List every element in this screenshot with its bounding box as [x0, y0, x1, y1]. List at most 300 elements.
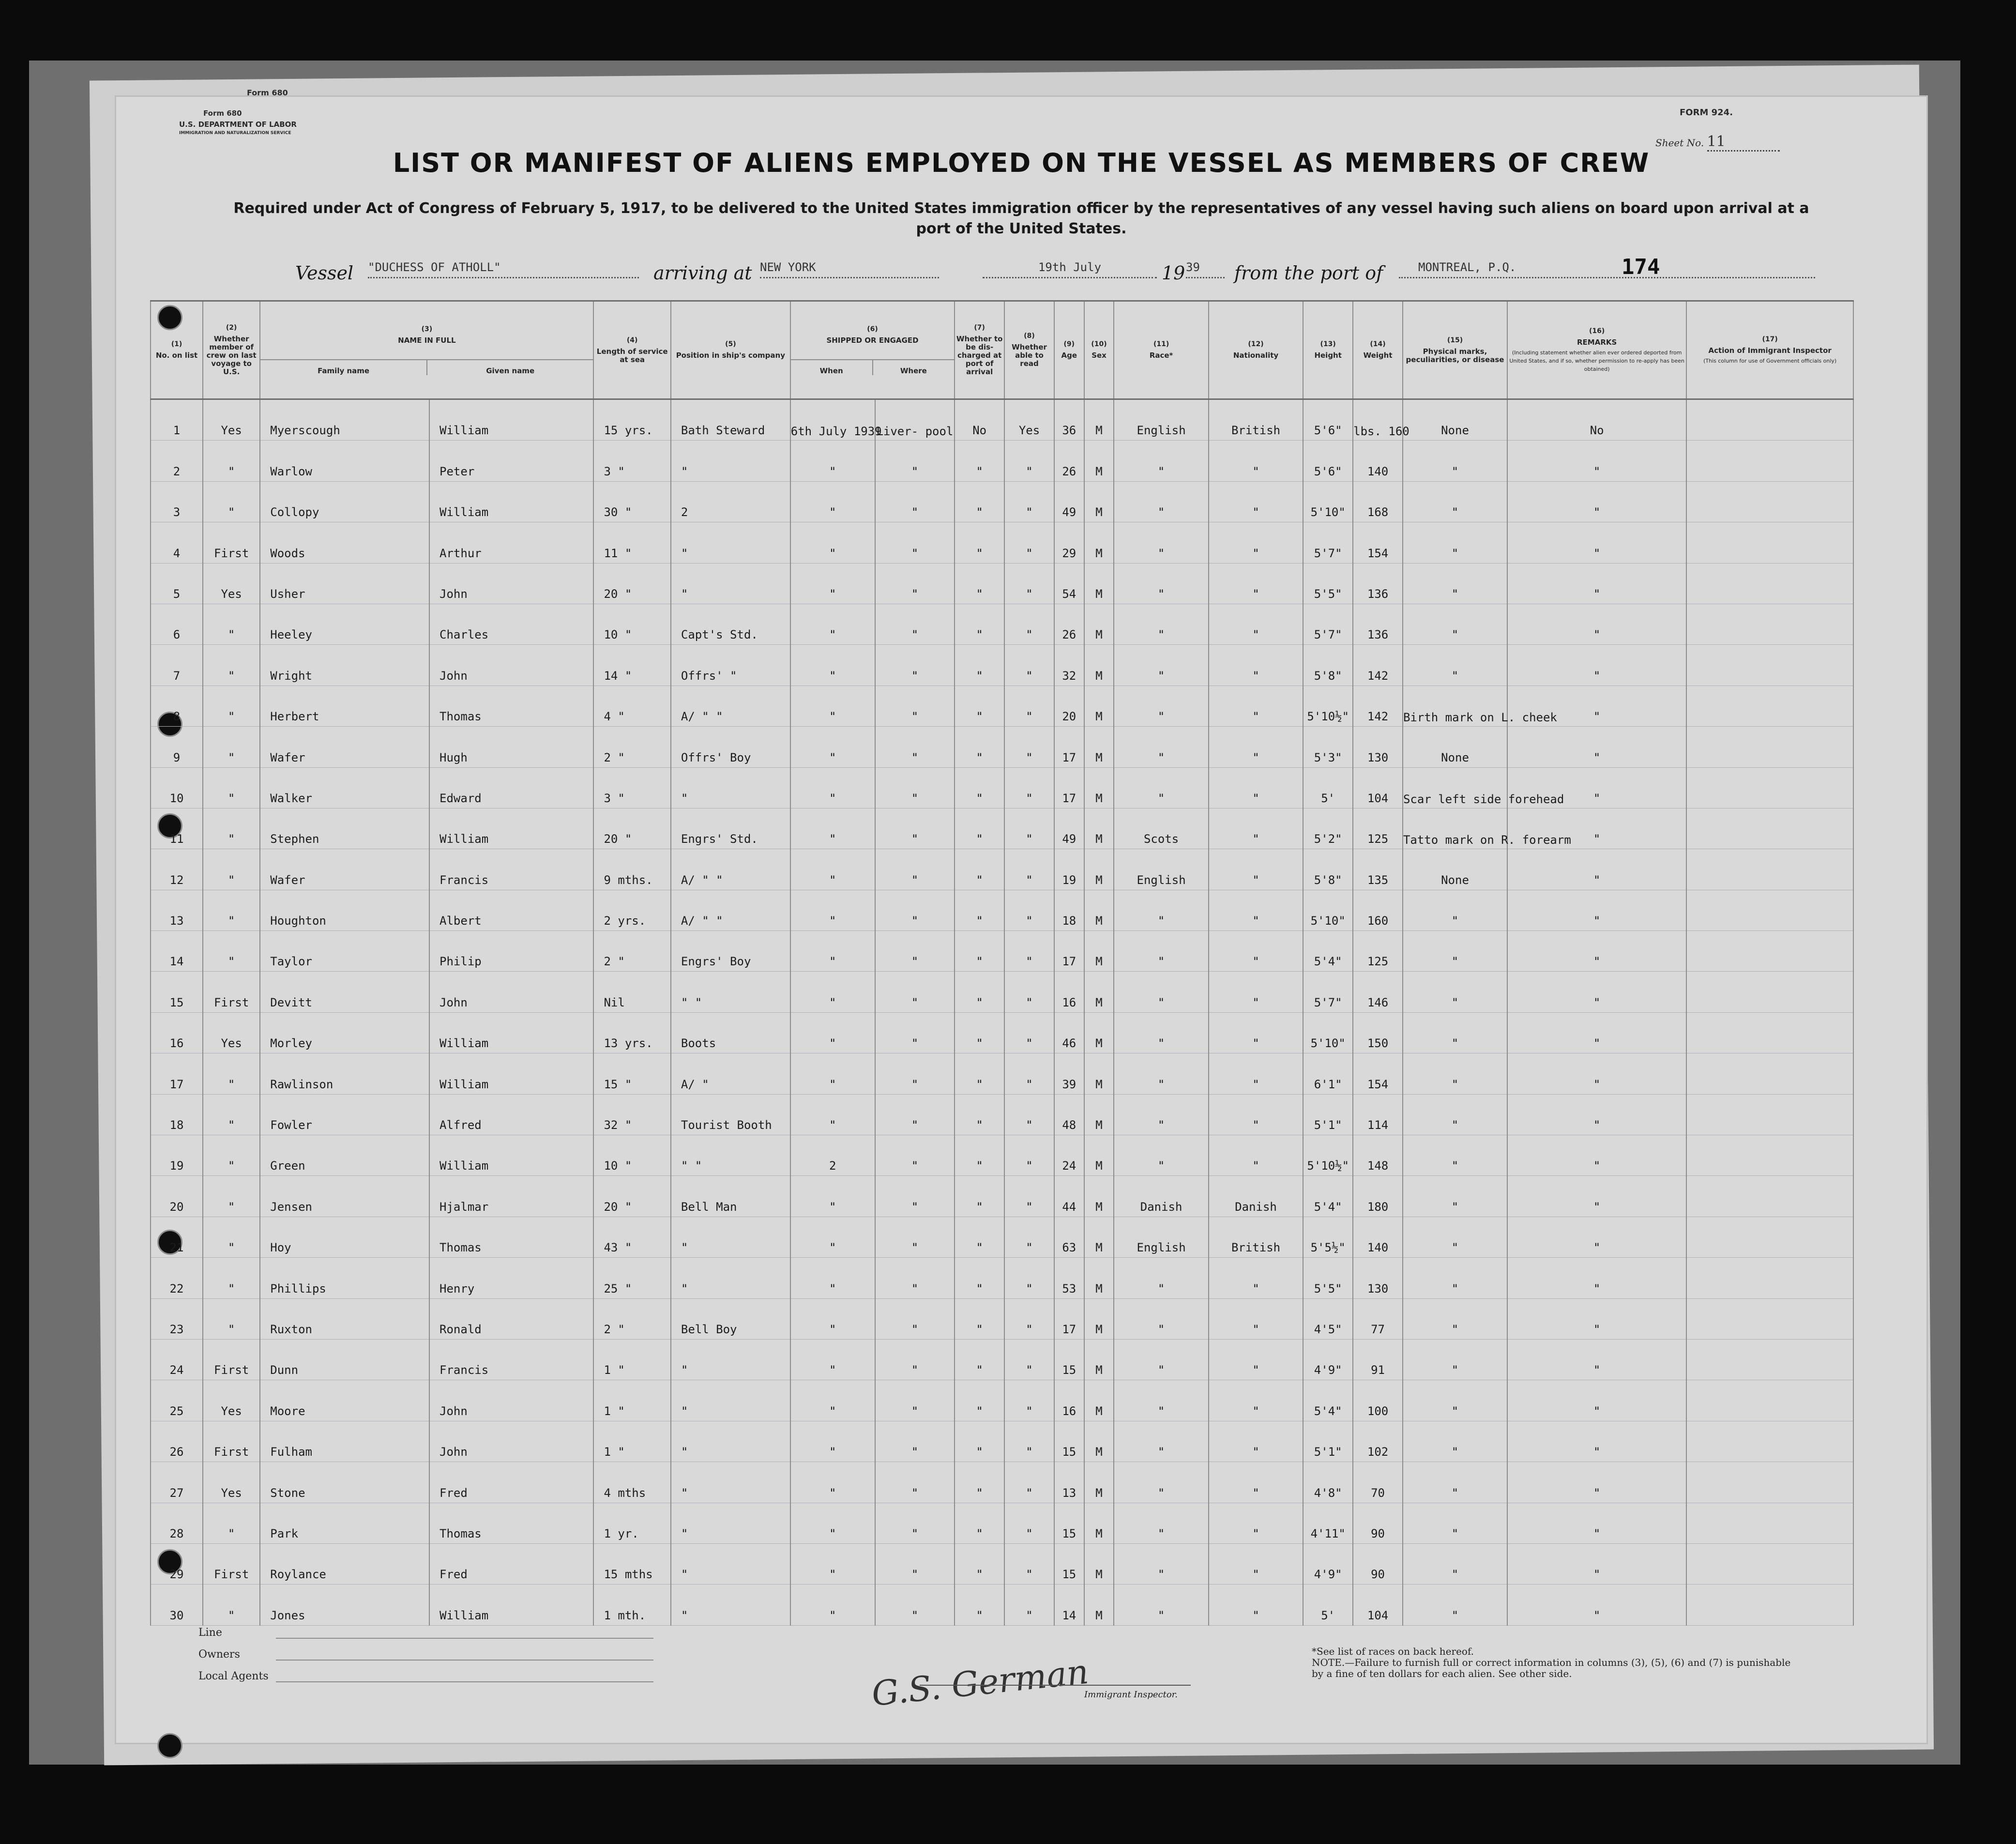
table-cell: "	[1507, 1094, 1686, 1135]
table-cell: "	[875, 767, 955, 808]
table-cell: John	[429, 1380, 593, 1421]
table-cell: "	[955, 604, 1004, 644]
table-cell: 54	[1054, 563, 1084, 604]
table-row	[151, 1135, 1853, 1176]
punch-hole	[157, 1733, 182, 1758]
table-cell: "	[790, 1094, 875, 1135]
table-cell: 17	[1054, 931, 1084, 972]
table-cell: "	[875, 441, 955, 481]
table-cell: "	[1507, 1585, 1686, 1625]
owners-label: Owners	[198, 1648, 240, 1661]
table-cell: Yes	[203, 1380, 260, 1421]
table-cell: "	[1004, 1585, 1054, 1625]
column-header	[1114, 301, 1208, 399]
table-cell: Scots	[1114, 808, 1208, 849]
column-number: (5)	[725, 340, 736, 348]
table-cell: 48	[1054, 1094, 1084, 1135]
table-cell: "	[203, 645, 260, 686]
table-cell: lbs. 160	[1353, 399, 1403, 441]
table-cell: "	[790, 931, 875, 972]
table-cell: "	[1209, 1462, 1303, 1503]
table-cell: 2 "	[593, 931, 670, 972]
crew-manifest-table	[150, 300, 1854, 1626]
table-cell: Thomas	[429, 686, 593, 726]
table-cell: 13	[151, 890, 203, 930]
table-cell: "	[790, 481, 875, 522]
inspector-action-cell	[1686, 563, 1853, 604]
table-cell: 136	[1353, 604, 1403, 644]
table-cell: 140	[1353, 441, 1403, 481]
table-cell: "	[1507, 1012, 1686, 1053]
column-header	[955, 301, 1004, 399]
table-cell: "	[1507, 1380, 1686, 1421]
table-cell: 49	[1054, 808, 1084, 849]
table-cell: 15	[151, 972, 203, 1012]
column-label: Whether able to read	[1012, 343, 1047, 368]
table-cell: "	[1209, 1339, 1303, 1380]
table-cell: 9	[151, 727, 203, 767]
table-cell: "	[1507, 767, 1686, 808]
footer-note	[1312, 1646, 1796, 1679]
table-cell: 102	[1353, 1421, 1403, 1462]
table-cell: "	[1209, 604, 1303, 644]
table-cell: M	[1084, 399, 1114, 441]
table-cell: "	[790, 604, 875, 644]
table-cell: Wafer	[260, 727, 429, 767]
table-cell: 5'7"	[1303, 522, 1353, 563]
vessel-line	[116, 257, 1926, 286]
table-cell: "	[203, 1503, 260, 1543]
table-cell: 100	[1353, 1380, 1403, 1421]
table-cell: "	[1114, 1053, 1208, 1094]
table-cell: "	[790, 1258, 875, 1298]
table-cell: 26	[1054, 441, 1084, 481]
table-row	[151, 399, 1853, 441]
table-cell: "	[1209, 441, 1303, 481]
table-cell: "	[1004, 686, 1054, 726]
table-cell: No	[955, 399, 1004, 441]
column-label: SHIPPED OR ENGAGED	[826, 335, 919, 345]
table-cell: 21	[151, 1217, 203, 1257]
column-header	[1209, 301, 1303, 399]
table-cell: Moore	[260, 1380, 429, 1421]
department-form: Form 680	[203, 109, 242, 118]
table-cell: 25 "	[593, 1258, 670, 1298]
table-cell: M	[1084, 522, 1114, 563]
table-cell: William	[429, 1135, 593, 1176]
inspector-action-cell	[1686, 522, 1853, 563]
table-cell: 63	[1054, 1217, 1084, 1257]
table-cell: 154	[1353, 522, 1403, 563]
table-cell: 70	[1353, 1462, 1403, 1503]
table-cell: William	[429, 481, 593, 522]
table-cell: "	[790, 1462, 875, 1503]
table-cell: M	[1084, 1217, 1114, 1257]
inspector-action-cell	[1686, 1462, 1853, 1503]
table-cell: 20 "	[593, 808, 670, 849]
table-cell: "	[790, 1298, 875, 1339]
table-cell: Peter	[429, 441, 593, 481]
table-cell: 26	[1054, 604, 1084, 644]
table-cell: "	[955, 931, 1004, 972]
inspector-action-cell	[1686, 1217, 1853, 1257]
table-cell: "	[203, 890, 260, 930]
table-cell: "	[1114, 1339, 1208, 1380]
table-cell: 5'8"	[1303, 849, 1353, 890]
table-cell: "	[1507, 1543, 1686, 1584]
table-cell: "	[1004, 1462, 1054, 1503]
table-cell: Devitt	[260, 972, 429, 1012]
column-header	[1054, 301, 1084, 399]
table-cell: "	[955, 1094, 1004, 1135]
table-cell: 30	[151, 1585, 203, 1625]
column-number: (4)	[626, 336, 638, 344]
table-cell: "	[1209, 1543, 1303, 1584]
table-cell: 125	[1353, 808, 1403, 849]
year-value: 39	[1186, 260, 1225, 278]
table-cell: "	[1004, 1258, 1054, 1298]
table-cell: "	[1403, 1543, 1507, 1584]
table-cell: "	[1507, 727, 1686, 767]
table-cell: "	[875, 890, 955, 930]
table-cell: "	[955, 1503, 1004, 1543]
sheet-label: Sheet No.	[1655, 137, 1704, 149]
column-header	[1686, 301, 1853, 399]
inspector-action-cell	[1686, 1258, 1853, 1298]
table-cell: "	[790, 1012, 875, 1053]
table-cell: "	[1004, 1053, 1054, 1094]
table-cell: 3 "	[593, 441, 670, 481]
table-cell: 13 yrs.	[593, 1012, 670, 1053]
column-header	[1403, 301, 1507, 399]
table-row	[151, 1462, 1853, 1503]
table-cell: 18	[151, 1094, 203, 1135]
table-cell: "	[1114, 686, 1208, 726]
table-cell: "	[875, 808, 955, 849]
table-cell: 16	[1054, 972, 1084, 1012]
table-cell: 90	[1353, 1503, 1403, 1543]
table-cell: 146	[1353, 972, 1403, 1012]
table-cell: "	[955, 1585, 1004, 1625]
inspector-action-cell	[1686, 931, 1853, 972]
table-cell: 9 mths.	[593, 849, 670, 890]
signature-rule	[920, 1685, 1191, 1686]
table-cell: 4 mths	[593, 1462, 670, 1503]
table-cell: "	[875, 1339, 955, 1380]
table-cell: 140	[1353, 1217, 1403, 1257]
table-cell: "	[203, 1094, 260, 1135]
table-cell: "	[203, 1585, 260, 1625]
table-cell: 135	[1353, 849, 1403, 890]
table-cell: "	[1403, 931, 1507, 972]
table-cell: William	[429, 399, 593, 441]
table-cell: "	[1004, 972, 1054, 1012]
table-cell: "	[1209, 972, 1303, 1012]
table-cell: M	[1084, 1176, 1114, 1217]
table-cell: "	[203, 686, 260, 726]
table-cell: Park	[260, 1503, 429, 1543]
table-cell: 104	[1353, 767, 1403, 808]
column-header	[1353, 301, 1403, 399]
column-label: REMARKS	[1577, 337, 1617, 347]
table-cell: "	[1507, 1421, 1686, 1462]
inspector-action-cell	[1686, 1421, 1853, 1462]
table-cell: "	[1507, 645, 1686, 686]
column-label: Action of Immigrant Inspector	[1708, 346, 1832, 355]
table-cell: "	[1004, 645, 1054, 686]
table-cell: Francis	[429, 849, 593, 890]
table-cell: 4'9"	[1303, 1339, 1353, 1380]
column-header	[593, 301, 670, 399]
column-header	[1004, 301, 1054, 399]
table-cell: 15 yrs.	[593, 399, 670, 441]
table-cell: 160	[1353, 890, 1403, 930]
table-cell: 53	[1054, 1258, 1084, 1298]
column-number: (12)	[1248, 340, 1264, 348]
table-cell: 4'8"	[1303, 1462, 1353, 1503]
column-number: (16)	[1589, 327, 1605, 335]
table-cell: Fred	[429, 1462, 593, 1503]
table-cell: "	[1507, 481, 1686, 522]
table-cell: "	[1403, 441, 1507, 481]
column-number: (8)	[1024, 332, 1035, 340]
table-cell: "	[1209, 645, 1303, 686]
table-cell: "	[1114, 441, 1208, 481]
table-cell: 49	[1054, 481, 1084, 522]
table-row	[151, 604, 1853, 644]
table-cell: "	[1209, 808, 1303, 849]
table-cell: "	[955, 1380, 1004, 1421]
table-cell: "	[203, 1135, 260, 1176]
table-cell: 15	[1054, 1503, 1084, 1543]
table-cell: M	[1084, 1543, 1114, 1584]
table-cell: Fred	[429, 1543, 593, 1584]
table-cell: Yes	[1004, 399, 1054, 441]
table-cell: 5'7"	[1303, 972, 1353, 1012]
table-cell: Hugh	[429, 727, 593, 767]
table-cell: Tourist Booth	[671, 1094, 790, 1135]
table-cell: Offrs' Boy	[671, 727, 790, 767]
table-cell: "	[955, 563, 1004, 604]
table-cell: "	[1004, 1339, 1054, 1380]
table-cell: First	[203, 522, 260, 563]
table-cell: "	[955, 1298, 1004, 1339]
table-cell: "	[203, 727, 260, 767]
table-cell: Walker	[260, 767, 429, 808]
table-cell: "	[1403, 1012, 1507, 1053]
table-cell: 5	[151, 563, 203, 604]
column-number: (15)	[1447, 336, 1463, 344]
inspector-action-cell	[1686, 1012, 1853, 1053]
table-cell: "	[875, 686, 955, 726]
table-cell: "	[875, 1258, 955, 1298]
vessel-number: 174	[1622, 255, 1660, 279]
table-row	[151, 522, 1853, 563]
table-row	[151, 727, 1853, 767]
inspector-action-cell	[1686, 645, 1853, 686]
table-row	[151, 1585, 1853, 1625]
inspector-action-cell	[1686, 890, 1853, 930]
table-cell: "	[203, 1258, 260, 1298]
table-cell: 46	[1054, 1012, 1084, 1053]
table-cell: "	[671, 1380, 790, 1421]
table-cell: 90	[1353, 1543, 1403, 1584]
table-cell: Engrs' Boy	[671, 931, 790, 972]
table-row	[151, 441, 1853, 481]
table-cell: "	[1403, 890, 1507, 930]
table-row	[151, 563, 1853, 604]
table-cell: "	[671, 522, 790, 563]
table-cell: John	[429, 972, 593, 1012]
table-cell: "	[1403, 1053, 1507, 1094]
table-cell: "	[1209, 1298, 1303, 1339]
table-cell: English	[1114, 849, 1208, 890]
table-row	[151, 1258, 1853, 1298]
table-cell: Ruxton	[260, 1298, 429, 1339]
table-cell: "	[1403, 1462, 1507, 1503]
table-row	[151, 849, 1853, 890]
column-label: Physical marks, peculiarities, or disease	[1406, 347, 1504, 364]
table-cell: 16	[151, 1012, 203, 1053]
table-cell: 5'	[1303, 1585, 1353, 1625]
table-cell: "	[955, 481, 1004, 522]
table-cell: "	[1004, 1217, 1054, 1257]
table-cell: "	[1114, 931, 1208, 972]
table-cell: "	[1004, 481, 1054, 522]
table-cell: "	[875, 1503, 955, 1543]
table-cell: 29	[151, 1543, 203, 1584]
local-agents-label: Local Agents	[198, 1670, 269, 1682]
table-cell: "	[1403, 1503, 1507, 1543]
table-cell: "	[875, 1462, 955, 1503]
table-cell: 5'3"	[1303, 727, 1353, 767]
table-cell: 5'7"	[1303, 604, 1353, 644]
table-cell: "	[1507, 972, 1686, 1012]
table-cell: 1 yr.	[593, 1503, 670, 1543]
table-cell: "	[875, 1053, 955, 1094]
table-cell: "	[955, 890, 1004, 930]
manifest-page	[116, 88, 1926, 1743]
column-label: NAME IN FULL	[398, 335, 456, 345]
table-cell: "	[790, 1176, 875, 1217]
table-cell: "	[1209, 1258, 1303, 1298]
table-cell: Thomas	[429, 1217, 593, 1257]
table-cell: First	[203, 1543, 260, 1584]
table-cell: "	[1004, 563, 1054, 604]
table-cell: "	[1507, 931, 1686, 972]
table-cell: 4'9"	[1303, 1543, 1353, 1584]
table-row	[151, 1380, 1853, 1421]
table-cell: 11	[151, 808, 203, 849]
table-cell: 17	[1054, 767, 1084, 808]
table-cell: Jones	[260, 1585, 429, 1625]
table-cell: "	[1403, 1217, 1507, 1257]
table-cell: Houghton	[260, 890, 429, 930]
table-cell: 148	[1353, 1135, 1403, 1176]
table-cell: "	[955, 1462, 1004, 1503]
column-header	[1084, 301, 1114, 399]
table-cell: "	[671, 1503, 790, 1543]
table-cell: 2	[790, 1135, 875, 1176]
table-cell: 25	[151, 1380, 203, 1421]
table-cell: 3 "	[593, 767, 670, 808]
table-cell: 180	[1353, 1176, 1403, 1217]
table-cell: "	[875, 1176, 955, 1217]
inspector-action-cell	[1686, 1503, 1853, 1543]
arriving-value: NEW YORK	[760, 260, 939, 278]
table-cell: 44	[1054, 1176, 1084, 1217]
table-cell: "	[1507, 563, 1686, 604]
table-cell: "	[1209, 1585, 1303, 1625]
table-cell: 114	[1353, 1094, 1403, 1135]
table-cell: "	[790, 972, 875, 1012]
inspector-action-cell	[1686, 1585, 1853, 1625]
table-cell: "	[1004, 931, 1054, 972]
table-cell: "	[1209, 563, 1303, 604]
table-cell: "	[1403, 522, 1507, 563]
table-cell: 8	[151, 686, 203, 726]
year-label: 19	[1162, 262, 1185, 284]
table-cell: M	[1084, 890, 1114, 930]
inspector-action-cell	[1686, 604, 1853, 644]
table-cell: "	[1403, 1176, 1507, 1217]
table-cell: M	[1084, 1094, 1114, 1135]
table-cell: M	[1084, 849, 1114, 890]
table-cell: 15	[1054, 1339, 1084, 1380]
table-cell: 20	[1054, 686, 1084, 726]
table-row	[151, 972, 1853, 1012]
table-cell: A/ " "	[671, 890, 790, 930]
table-cell: "	[1004, 808, 1054, 849]
table-cell: "	[955, 645, 1004, 686]
table-cell: "	[1507, 1339, 1686, 1380]
table-cell: "	[875, 849, 955, 890]
table-cell: "	[203, 604, 260, 644]
table-cell: 22	[151, 1258, 203, 1298]
table-cell: " "	[671, 972, 790, 1012]
table-cell: Offrs' "	[671, 645, 790, 686]
inspector-action-cell	[1686, 1339, 1853, 1380]
table-cell: "	[790, 563, 875, 604]
inspector-action-cell	[1686, 399, 1853, 441]
table-cell: 4'5"	[1303, 1298, 1353, 1339]
table-cell: "	[955, 1421, 1004, 1462]
inspector-action-cell	[1686, 727, 1853, 767]
table-cell: "	[1004, 727, 1054, 767]
table-cell: Yes	[203, 399, 260, 441]
table-body	[151, 399, 1853, 1626]
table-cell: 20 "	[593, 1176, 670, 1217]
table-cell: "	[1209, 890, 1303, 930]
table-cell: M	[1084, 481, 1114, 522]
table-cell: "	[203, 767, 260, 808]
table-cell: "	[790, 849, 875, 890]
table-cell: Albert	[429, 890, 593, 930]
table-cell: "	[955, 1543, 1004, 1584]
table-cell: 32 "	[593, 1094, 670, 1135]
manifest-title: LIST OR MANIFEST OF ALIENS EMPLOYED ON THE VESSEL AS MEMBERS OF CREW	[393, 148, 1650, 178]
table-cell: 130	[1353, 1258, 1403, 1298]
table-cell: British	[1209, 399, 1303, 441]
table-cell: "	[955, 441, 1004, 481]
table-cell: M	[1084, 563, 1114, 604]
table-cell: "	[1004, 767, 1054, 808]
table-cell: "	[1209, 481, 1303, 522]
table-cell: "	[1004, 1421, 1054, 1462]
table-cell: "	[790, 1217, 875, 1257]
table-cell: "	[1403, 1421, 1507, 1462]
port-value: MONTREAL, P.Q.	[1399, 260, 1815, 278]
